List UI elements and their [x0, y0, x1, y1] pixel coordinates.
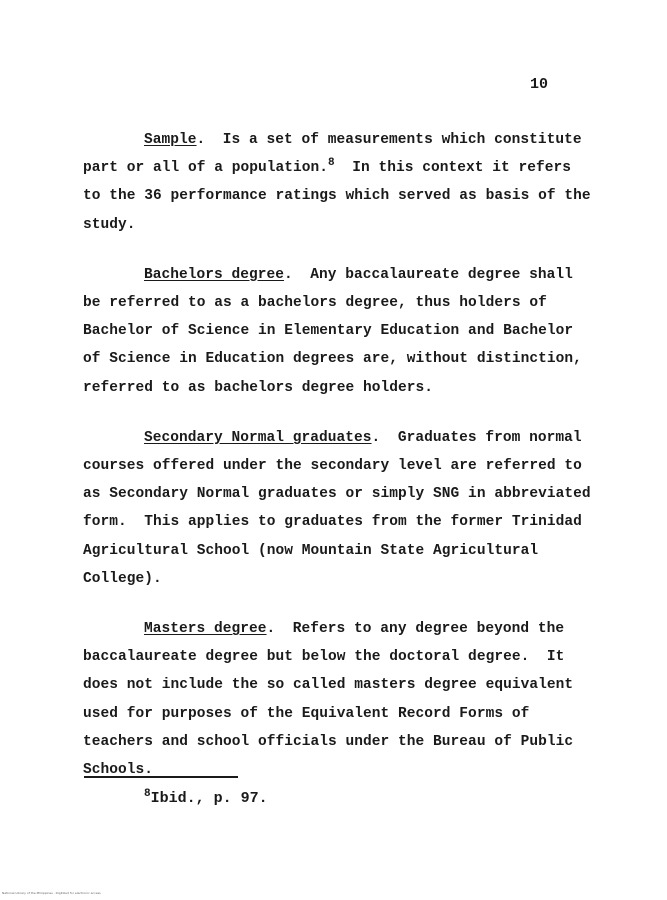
- paragraph-line: Schools.: [83, 762, 154, 779]
- paragraph-line: of Science in Education degrees are, without distinction,: [83, 351, 582, 368]
- paragraph-line: as Secondary Normal graduates or simply SNG in abbreviated: [83, 486, 591, 503]
- paragraph-line: Bachelors degree. Any baccalaureate degree shall: [144, 266, 573, 283]
- footnote: [144, 784, 268, 814]
- paragraph-line: does not include the so called masters degree equivalent: [83, 677, 574, 694]
- paragraph-line: Sample. Is a set of measurements which constitute: [144, 132, 582, 148]
- paragraph-line: form. This applies to graduates from the former Trinidad: [83, 514, 582, 531]
- paragraph-line: study.: [83, 216, 136, 233]
- paragraph-line: part or all of a population.$^8$ In this context it refers: [83, 157, 572, 177]
- defined-term: Masters degree: [144, 621, 267, 638]
- footnote-text: Ibid., p. 97.: [150, 790, 268, 807]
- paragraph-masters-degree: [83, 615, 588, 784]
- defined-term: Secondary Normal graduates: [144, 429, 372, 446]
- paragraph-line: teachers and school officials under the Bureau of Public: [83, 733, 574, 750]
- footnote-mark: 8: [144, 788, 151, 800]
- defined-term: Bachelors degree: [144, 266, 285, 283]
- footnote-reference: 8: [328, 157, 335, 170]
- paragraph-line: referred to as bachelors degree holders.: [83, 379, 434, 396]
- paragraph-line: to the 36 performance ratings which served as basis of the: [83, 188, 591, 205]
- paragraph-line: courses offered under the secondary level are referred to: [83, 458, 582, 475]
- paragraph-bachelors-degree: [83, 261, 588, 402]
- page-number: 10: [530, 76, 549, 93]
- paragraph-line: Bachelor of Science in Elementary Education and Bachelor: [83, 323, 574, 340]
- paragraph-line: Secondary Normal graduates. Graduates from normal: [144, 429, 582, 446]
- paragraph-line: College).: [83, 570, 162, 587]
- archive-stamp: National Library of the Philippines · Digitized for electronic access: [2, 891, 101, 895]
- paragraph-line: be referred to as a bachelors degree, thus holders of: [83, 295, 547, 312]
- paragraph-secondary-normal-graduates: [83, 424, 591, 593]
- footnote-divider: [84, 776, 238, 778]
- defined-term: Sample: [144, 132, 197, 148]
- paragraph-line: baccalaureate degree but below the doctoral degree. It: [83, 649, 565, 666]
- paragraph-line: Masters degree. Refers to any degree beyond the: [144, 621, 565, 638]
- paragraph-sample: [83, 126, 591, 239]
- paragraph-line: used for purposes of the Equivalent Record Forms of: [83, 705, 530, 722]
- paragraph-line: Agricultural School (now Mountain State Agricultural: [83, 542, 539, 559]
- body-text: [83, 126, 591, 806]
